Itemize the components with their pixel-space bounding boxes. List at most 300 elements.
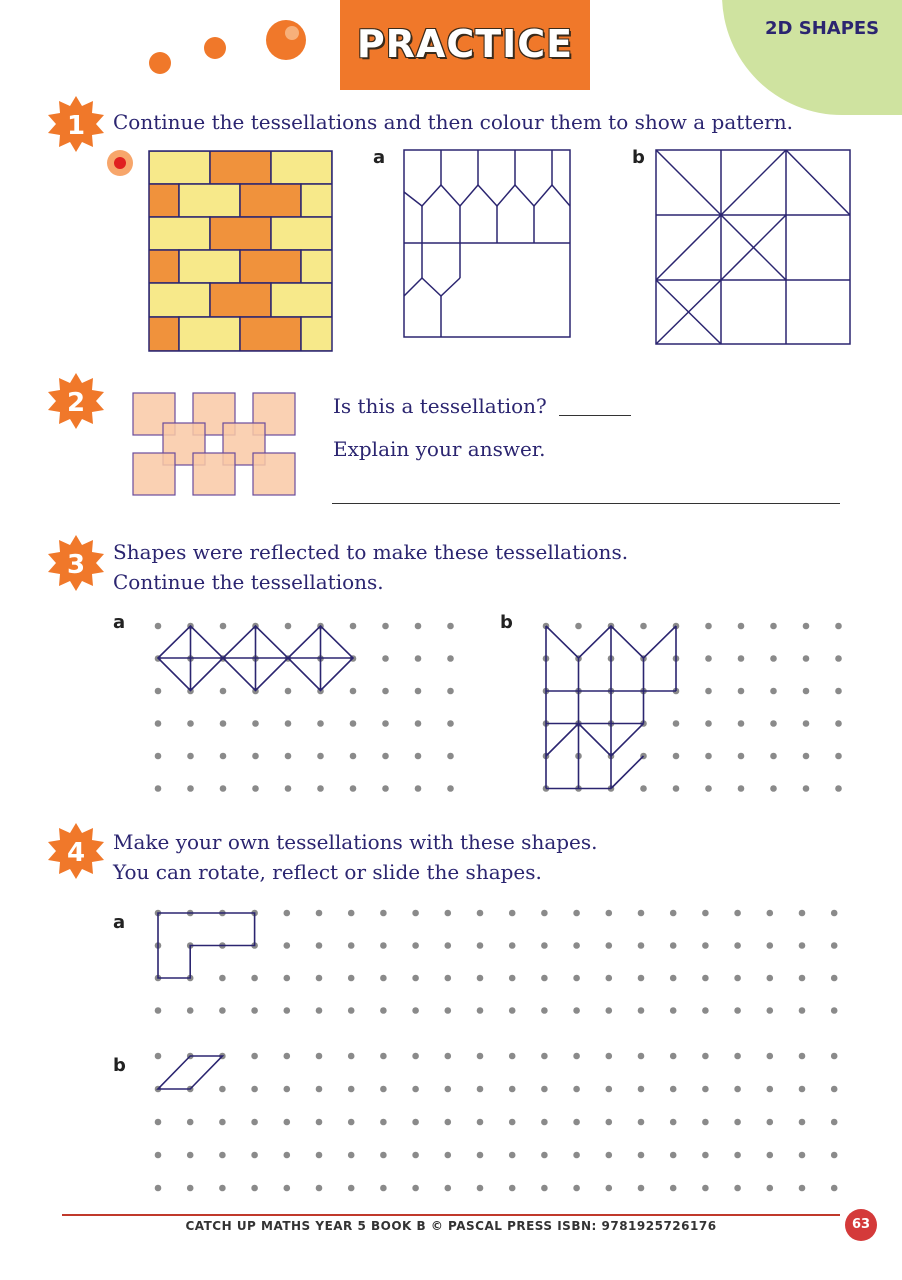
- grid-dot[interactable]: [317, 720, 324, 727]
- grid-dot[interactable]: [382, 688, 389, 695]
- overlapping-squares-figure: [130, 390, 300, 500]
- grid-dot[interactable]: [348, 975, 355, 982]
- grid-dot[interactable]: [767, 975, 774, 982]
- grid-dot[interactable]: [541, 1053, 548, 1060]
- footer-text: CATCH UP MATHS YEAR 5 BOOK B © PASCAL PRESS ISBN: 9781925726176: [185, 1219, 717, 1233]
- grid-dot[interactable]: [640, 623, 647, 630]
- grid-dot[interactable]: [220, 623, 227, 630]
- grid-dot[interactable]: [799, 1152, 806, 1159]
- grid-dot[interactable]: [738, 623, 745, 630]
- grid-dot[interactable]: [835, 785, 842, 792]
- grid-dot[interactable]: [702, 1086, 709, 1093]
- grid-dot[interactable]: [219, 1119, 226, 1126]
- grid-dot[interactable]: [541, 1185, 548, 1192]
- grid-dot[interactable]: [767, 1086, 774, 1093]
- grid-dot[interactable]: [702, 1152, 709, 1159]
- grid-dot[interactable]: [415, 623, 422, 630]
- grid-dot[interactable]: [734, 1007, 741, 1014]
- grid-dot[interactable]: [831, 942, 838, 949]
- grid-dot[interactable]: [606, 942, 613, 949]
- grid-dot[interactable]: [835, 720, 842, 727]
- grid-dot[interactable]: [803, 720, 810, 727]
- grid-dot[interactable]: [640, 785, 647, 792]
- grid-dot[interactable]: [509, 942, 516, 949]
- grid-dot[interactable]: [316, 975, 323, 982]
- grid-dot[interactable]: [187, 1152, 194, 1159]
- grid-dot[interactable]: [284, 910, 291, 917]
- grid-dot[interactable]: [702, 1007, 709, 1014]
- q4a-dot-grid[interactable]: [150, 905, 850, 1020]
- grid-dot[interactable]: [251, 1185, 258, 1192]
- grid-dot[interactable]: [284, 975, 291, 982]
- grid-dot[interactable]: [412, 975, 419, 982]
- question-2-explain: Explain your answer.: [333, 437, 546, 461]
- grid-dot[interactable]: [509, 1007, 516, 1014]
- grid-dot[interactable]: [415, 720, 422, 727]
- grid-dot[interactable]: [187, 785, 194, 792]
- q4b-dot-grid[interactable]: [150, 1048, 850, 1198]
- grid-dot[interactable]: [251, 1086, 258, 1093]
- grid-dot[interactable]: [284, 1053, 291, 1060]
- grid-dot[interactable]: [705, 623, 712, 630]
- grid-dot[interactable]: [380, 1053, 387, 1060]
- grid-dot[interactable]: [541, 1086, 548, 1093]
- grid-dot[interactable]: [350, 623, 357, 630]
- grid-dot[interactable]: [285, 623, 292, 630]
- question-3-number: 3: [66, 550, 86, 580]
- grid-dot[interactable]: [380, 1007, 387, 1014]
- grid-dot[interactable]: [220, 720, 227, 727]
- grid-dot[interactable]: [477, 1152, 484, 1159]
- grid-dot[interactable]: [477, 975, 484, 982]
- grid-dot[interactable]: [155, 1119, 162, 1126]
- decorative-circles: [140, 15, 320, 80]
- grid-dot[interactable]: [187, 1119, 194, 1126]
- grid-dot[interactable]: [831, 1152, 838, 1159]
- grid-dot[interactable]: [509, 1053, 516, 1060]
- grid-dot[interactable]: [415, 688, 422, 695]
- grid-dot[interactable]: [638, 1185, 645, 1192]
- grid-dot[interactable]: [770, 785, 777, 792]
- grid-dot[interactable]: [770, 688, 777, 695]
- grid-dot[interactable]: [767, 1185, 774, 1192]
- grid-dot[interactable]: [702, 942, 709, 949]
- grid-dot[interactable]: [348, 1119, 355, 1126]
- grid-dot[interactable]: [573, 975, 580, 982]
- grid-dot[interactable]: [541, 910, 548, 917]
- grid-dot[interactable]: [445, 1086, 452, 1093]
- grid-dot[interactable]: [348, 1053, 355, 1060]
- triangle-tessellation-b[interactable]: [654, 148, 854, 348]
- grid-dot[interactable]: [284, 1152, 291, 1159]
- grid-dot[interactable]: [803, 655, 810, 662]
- grid-dot[interactable]: [251, 1152, 258, 1159]
- grid-dot[interactable]: [738, 753, 745, 760]
- grid-dot[interactable]: [412, 942, 419, 949]
- grid-dot[interactable]: [380, 942, 387, 949]
- grid-dot[interactable]: [380, 1086, 387, 1093]
- grid-dot[interactable]: [317, 753, 324, 760]
- grid-dot[interactable]: [220, 785, 227, 792]
- grid-dot[interactable]: [638, 942, 645, 949]
- grid-dot[interactable]: [317, 785, 324, 792]
- grid-dot[interactable]: [738, 688, 745, 695]
- page-number: 63: [845, 1209, 877, 1241]
- grid-dot[interactable]: [702, 1053, 709, 1060]
- grid-dot[interactable]: [734, 1185, 741, 1192]
- grid-dot[interactable]: [734, 1119, 741, 1126]
- grid-dot[interactable]: [316, 1152, 323, 1159]
- grid-dot[interactable]: [412, 1086, 419, 1093]
- grid-dot[interactable]: [350, 753, 357, 760]
- grid-dot[interactable]: [477, 1119, 484, 1126]
- grid-dot[interactable]: [447, 655, 454, 662]
- q2-short-answer-line[interactable]: [559, 415, 631, 416]
- grid-dot[interactable]: [606, 1086, 613, 1093]
- grid-dot[interactable]: [477, 1086, 484, 1093]
- grid-dot[interactable]: [284, 1007, 291, 1014]
- grid-dot[interactable]: [705, 753, 712, 760]
- grid-dot[interactable]: [445, 1119, 452, 1126]
- grid-dot[interactable]: [380, 975, 387, 982]
- topic-label: 2D SHAPES: [765, 18, 880, 39]
- grid-dot[interactable]: [767, 1119, 774, 1126]
- grid-dot[interactable]: [606, 1152, 613, 1159]
- grid-dot[interactable]: [155, 753, 162, 760]
- question-1-badge: [48, 96, 104, 152]
- grid-dot[interactable]: [803, 785, 810, 792]
- grid-dot[interactable]: [251, 1007, 258, 1014]
- grid-dot[interactable]: [380, 1152, 387, 1159]
- grid-dot[interactable]: [673, 753, 680, 760]
- grid-dot[interactable]: [284, 1185, 291, 1192]
- grid-dot[interactable]: [316, 1185, 323, 1192]
- grid-dot[interactable]: [799, 1185, 806, 1192]
- grid-dot[interactable]: [412, 1152, 419, 1159]
- grid-dot[interactable]: [670, 975, 677, 982]
- grid-dot[interactable]: [541, 942, 548, 949]
- grid-dot[interactable]: [541, 1007, 548, 1014]
- grid-dot[interactable]: [606, 1119, 613, 1126]
- grid-dot[interactable]: [638, 975, 645, 982]
- grid-dot[interactable]: [705, 785, 712, 792]
- grid-dot[interactable]: [831, 1086, 838, 1093]
- grid-dot[interactable]: [606, 975, 613, 982]
- grid-dot[interactable]: [638, 910, 645, 917]
- grid-dot[interactable]: [412, 910, 419, 917]
- grid-dot[interactable]: [738, 785, 745, 792]
- grid-dot[interactable]: [382, 720, 389, 727]
- grid-dot[interactable]: [770, 753, 777, 760]
- grid-dot[interactable]: [348, 1086, 355, 1093]
- question-4-line1: Make your own tessellations with these shapes.: [113, 830, 598, 854]
- question-4-badge: [48, 823, 104, 879]
- grid-dot[interactable]: [477, 910, 484, 917]
- grid-dot[interactable]: [799, 1007, 806, 1014]
- banner-title: PRACTICE: [356, 22, 574, 66]
- grid-dot[interactable]: [702, 910, 709, 917]
- grid-dot[interactable]: [380, 1119, 387, 1126]
- grid-dot[interactable]: [705, 720, 712, 727]
- grid-dot[interactable]: [734, 1086, 741, 1093]
- grid-dot[interactable]: [606, 1007, 613, 1014]
- grid-dot[interactable]: [573, 910, 580, 917]
- grid-dot[interactable]: [734, 975, 741, 982]
- grid-dot[interactable]: [316, 1086, 323, 1093]
- grid-dot[interactable]: [734, 910, 741, 917]
- grid-dot[interactable]: [835, 623, 842, 630]
- grid-dot[interactable]: [509, 975, 516, 982]
- grid-dot[interactable]: [348, 1185, 355, 1192]
- q3b-dot-grid[interactable]: [538, 618, 848, 798]
- grid-dot[interactable]: [670, 1185, 677, 1192]
- grid-dot[interactable]: [155, 1053, 162, 1060]
- grid-dot[interactable]: [415, 785, 422, 792]
- grid-dot[interactable]: [509, 1119, 516, 1126]
- grid-dot[interactable]: [799, 942, 806, 949]
- grid-dot[interactable]: [734, 1152, 741, 1159]
- grid-dot[interactable]: [382, 753, 389, 760]
- grid-dot[interactable]: [252, 785, 259, 792]
- grid-dot[interactable]: [155, 1185, 162, 1192]
- grid-dot[interactable]: [573, 1053, 580, 1060]
- grid-dot[interactable]: [251, 1119, 258, 1126]
- grid-dot[interactable]: [573, 1185, 580, 1192]
- grid-dot[interactable]: [606, 1053, 613, 1060]
- grid-dot[interactable]: [831, 1007, 838, 1014]
- grid-dot[interactable]: [316, 1053, 323, 1060]
- grid-dot[interactable]: [705, 655, 712, 662]
- grid-dot[interactable]: [509, 1152, 516, 1159]
- grid-dot[interactable]: [606, 1185, 613, 1192]
- grid-dot[interactable]: [702, 975, 709, 982]
- grid-dot[interactable]: [799, 1119, 806, 1126]
- grid-dot[interactable]: [734, 942, 741, 949]
- grid-dot[interactable]: [638, 1053, 645, 1060]
- grid-dot[interactable]: [673, 720, 680, 727]
- grid-dot[interactable]: [477, 1185, 484, 1192]
- question-2-badge: [48, 373, 104, 429]
- footer-divider: [62, 1214, 840, 1216]
- grid-dot[interactable]: [350, 688, 357, 695]
- grid-dot[interactable]: [767, 1053, 774, 1060]
- grid-dot[interactable]: [251, 975, 258, 982]
- grid-dot[interactable]: [509, 910, 516, 917]
- grid-dot[interactable]: [187, 720, 194, 727]
- grid-dot[interactable]: [477, 1007, 484, 1014]
- grid-dot[interactable]: [770, 720, 777, 727]
- q1-part-a-label: a: [373, 147, 386, 168]
- question-4-line2: You can rotate, reflect or slide the shapes.: [113, 860, 542, 884]
- grid-dot[interactable]: [670, 1053, 677, 1060]
- grid-dot[interactable]: [316, 1007, 323, 1014]
- grid-dot[interactable]: [251, 1053, 258, 1060]
- grid-dot[interactable]: [670, 1119, 677, 1126]
- pentagon-tessellation-a[interactable]: [400, 148, 574, 340]
- grid-dot[interactable]: [670, 942, 677, 949]
- grid-dot[interactable]: [445, 910, 452, 917]
- grid-dot[interactable]: [155, 623, 162, 630]
- grid-dot[interactable]: [575, 623, 582, 630]
- grid-dot[interactable]: [445, 1007, 452, 1014]
- grid-dot[interactable]: [702, 1119, 709, 1126]
- grid-dot[interactable]: [835, 688, 842, 695]
- grid-dot[interactable]: [445, 1152, 452, 1159]
- grid-dot[interactable]: [445, 1053, 452, 1060]
- grid-dot[interactable]: [573, 1152, 580, 1159]
- grid-dot[interactable]: [348, 1152, 355, 1159]
- grid-dot[interactable]: [799, 975, 806, 982]
- grid-dot[interactable]: [831, 910, 838, 917]
- grid-dot[interactable]: [445, 942, 452, 949]
- grid-dot[interactable]: [285, 785, 292, 792]
- grid-dot[interactable]: [382, 785, 389, 792]
- grid-dot[interactable]: [670, 1152, 677, 1159]
- grid-dot[interactable]: [350, 785, 357, 792]
- grid-dot[interactable]: [573, 1086, 580, 1093]
- grid-dot[interactable]: [415, 655, 422, 662]
- grid-dot[interactable]: [541, 975, 548, 982]
- grid-dot[interactable]: [799, 1086, 806, 1093]
- grid-dot[interactable]: [767, 1152, 774, 1159]
- grid-dot[interactable]: [412, 1119, 419, 1126]
- grid-dot[interactable]: [573, 942, 580, 949]
- grid-dot[interactable]: [767, 1007, 774, 1014]
- grid-dot[interactable]: [415, 753, 422, 760]
- grid-dot[interactable]: [606, 910, 613, 917]
- grid-dot[interactable]: [155, 688, 162, 695]
- grid-dot[interactable]: [573, 1119, 580, 1126]
- grid-dot[interactable]: [350, 720, 357, 727]
- grid-dot[interactable]: [638, 1007, 645, 1014]
- grid-dot[interactable]: [155, 785, 162, 792]
- grid-dot[interactable]: [835, 655, 842, 662]
- grid-dot[interactable]: [316, 1119, 323, 1126]
- grid-dot[interactable]: [187, 1185, 194, 1192]
- grid-dot[interactable]: [705, 688, 712, 695]
- grid-dot[interactable]: [477, 942, 484, 949]
- grid-dot[interactable]: [509, 1086, 516, 1093]
- grid-dot[interactable]: [670, 910, 677, 917]
- grid-dot[interactable]: [831, 1185, 838, 1192]
- grid-dot[interactable]: [348, 942, 355, 949]
- grid-dot[interactable]: [799, 910, 806, 917]
- grid-dot[interactable]: [316, 910, 323, 917]
- question-4-number: 4: [66, 838, 86, 868]
- practice-banner: [340, 0, 590, 90]
- question-3-line2: Continue the tessellations.: [113, 570, 384, 594]
- question-1-number: 1: [66, 111, 86, 141]
- grid-dot[interactable]: [412, 1185, 419, 1192]
- grid-dot[interactable]: [770, 655, 777, 662]
- grid-dot[interactable]: [767, 910, 774, 917]
- grid-dot[interactable]: [770, 623, 777, 630]
- grid-dot[interactable]: [831, 975, 838, 982]
- grid-dot[interactable]: [219, 1086, 226, 1093]
- grid-dot[interactable]: [447, 720, 454, 727]
- q3a-dot-grid[interactable]: [150, 618, 460, 798]
- grid-dot[interactable]: [155, 1152, 162, 1159]
- grid-dot[interactable]: [509, 1185, 516, 1192]
- grid-dot[interactable]: [155, 720, 162, 727]
- grid-dot[interactable]: [702, 1185, 709, 1192]
- grid-dot[interactable]: [382, 655, 389, 662]
- grid-dot[interactable]: [831, 1053, 838, 1060]
- grid-dot[interactable]: [767, 942, 774, 949]
- grid-dot[interactable]: [252, 753, 259, 760]
- grid-dot[interactable]: [412, 1007, 419, 1014]
- grid-dot[interactable]: [220, 688, 227, 695]
- grid-dot[interactable]: [284, 942, 291, 949]
- grid-dot[interactable]: [670, 1086, 677, 1093]
- grid-dot[interactable]: [447, 753, 454, 760]
- grid-dot[interactable]: [541, 1119, 548, 1126]
- grid-dot[interactable]: [447, 623, 454, 630]
- grid-dot[interactable]: [799, 1053, 806, 1060]
- grid-dot[interactable]: [638, 1086, 645, 1093]
- grid-dot[interactable]: [445, 1185, 452, 1192]
- grid-dot[interactable]: [285, 688, 292, 695]
- grid-dot[interactable]: [638, 1119, 645, 1126]
- grid-dot[interactable]: [803, 688, 810, 695]
- grid-dot[interactable]: [573, 1007, 580, 1014]
- grid-dot[interactable]: [219, 1007, 226, 1014]
- grid-dot[interactable]: [382, 623, 389, 630]
- q4-part-b-label: b: [113, 1055, 126, 1076]
- grid-dot[interactable]: [252, 720, 259, 727]
- grid-dot[interactable]: [734, 1053, 741, 1060]
- grid-dot[interactable]: [445, 975, 452, 982]
- question-3-line1: Shapes were reflected to make these tessellations.: [113, 540, 629, 564]
- q2-explain-answer-line[interactable]: [332, 503, 840, 504]
- grid-dot[interactable]: [803, 623, 810, 630]
- grid-dot[interactable]: [220, 753, 227, 760]
- grid-dot[interactable]: [447, 785, 454, 792]
- grid-dot[interactable]: [285, 720, 292, 727]
- grid-dot[interactable]: [447, 688, 454, 695]
- grid-dot[interactable]: [316, 942, 323, 949]
- grid-dot[interactable]: [285, 753, 292, 760]
- grid-dot[interactable]: [738, 655, 745, 662]
- grid-dot[interactable]: [803, 753, 810, 760]
- grid-dot[interactable]: [831, 1119, 838, 1126]
- grid-dot[interactable]: [670, 1007, 677, 1014]
- grid-dot[interactable]: [541, 1152, 548, 1159]
- grid-dot[interactable]: [673, 785, 680, 792]
- q3-part-a-label: a: [113, 612, 126, 633]
- question-1-text: Continue the tessellations and then colour them to show a pattern.: [113, 110, 793, 134]
- grid-dot[interactable]: [187, 1007, 194, 1014]
- grid-dot[interactable]: [348, 910, 355, 917]
- grid-dot[interactable]: [219, 1185, 226, 1192]
- grid-dot[interactable]: [380, 910, 387, 917]
- grid-dot[interactable]: [835, 753, 842, 760]
- grid-dot[interactable]: [219, 975, 226, 982]
- grid-dot[interactable]: [412, 1053, 419, 1060]
- grid-dot[interactable]: [284, 1086, 291, 1093]
- grid-dot[interactable]: [638, 1152, 645, 1159]
- grid-dot[interactable]: [155, 1007, 162, 1014]
- grid-dot[interactable]: [380, 1185, 387, 1192]
- q1-part-b-label: b: [632, 147, 645, 168]
- grid-dot[interactable]: [187, 753, 194, 760]
- example-marker-icon: [105, 148, 137, 180]
- grid-dot[interactable]: [738, 720, 745, 727]
- grid-dot[interactable]: [219, 1152, 226, 1159]
- grid-dot[interactable]: [284, 1119, 291, 1126]
- grid-dot[interactable]: [348, 1007, 355, 1014]
- grid-dot[interactable]: [477, 1053, 484, 1060]
